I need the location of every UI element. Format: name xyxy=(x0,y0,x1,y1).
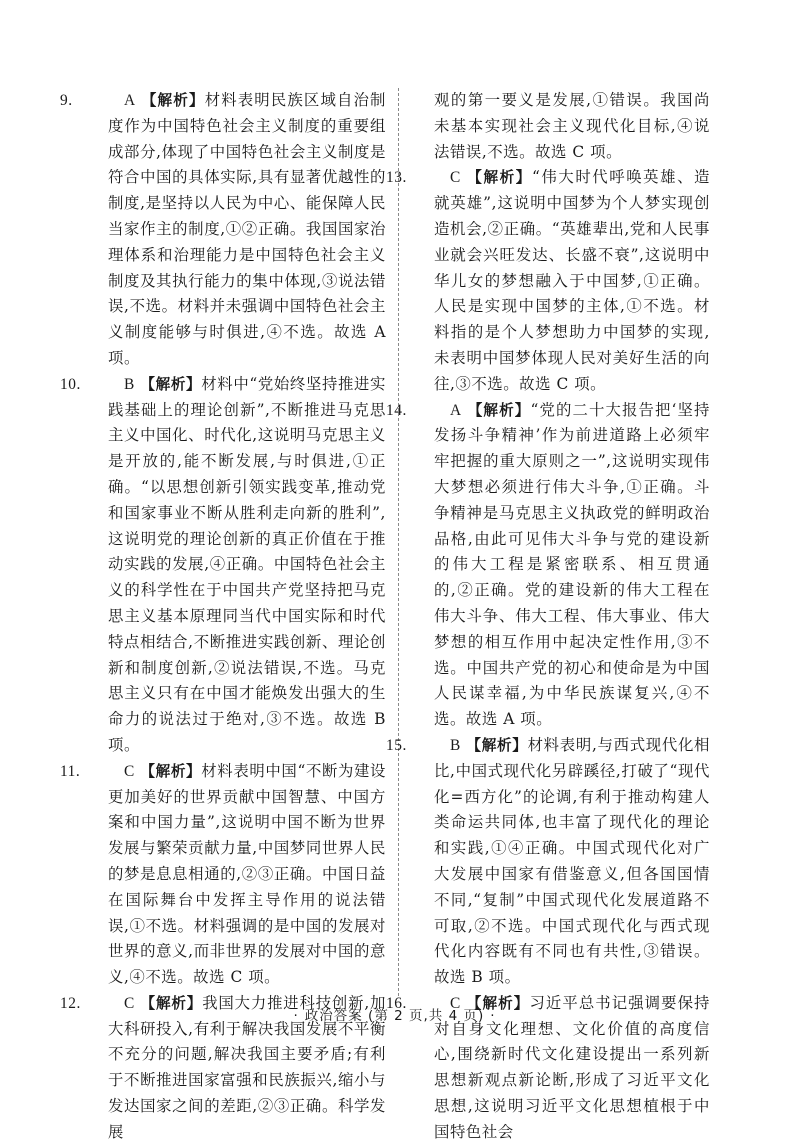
page-footer xyxy=(0,1004,789,1024)
question-answer: C xyxy=(450,994,461,1012)
question-10 xyxy=(60,372,386,759)
question-number: 12. xyxy=(60,994,81,1012)
analysis-tag: 【解析】 xyxy=(140,375,202,393)
question-13 xyxy=(386,165,711,397)
question-number: 9. xyxy=(60,92,73,109)
analysis-tag: 【解析】 xyxy=(140,994,203,1012)
question-answer: B xyxy=(450,736,461,754)
question-15 xyxy=(386,733,710,991)
question-explanation: 材料表明中国“不断为建设更加美好的世界贡献中国智慧、中国方案和中国力量”,这说明中国不断为世界发展与繁荣贡献力量,中国梦同世界人民的梦是息息相通的,②③正确。中国日益在国际舞台中发挥主导作用的说法错误,①不选。材料强调的是中国的发展对世界的意义,而非世界的发展对中国的意义,④不选。故选 C 项。 xyxy=(108,761,386,987)
question-number: 16. xyxy=(386,994,407,1012)
question-explanation: 材料表明民族区域自治制度作为中国特色社会主义制度的重要组成部分,体现了中国特色社会主义制度是符合中国的具体实际,具有显著优越性的制度,是坚持以人民为中心、能保障人民当家作主的制度,①②正确。我国国家治理体系和治理能力是中国特色社会主义制度及其执行能力的集中体现,③说法错误,不选。材料并未强调中国特色社会主义制度能够与时俱进,④不选。故选 A 项。 xyxy=(108,91,386,367)
analysis-tag: 【解析】 xyxy=(466,736,528,754)
analysis-tag: 【解析】 xyxy=(467,169,532,187)
question-11 xyxy=(60,759,386,991)
question-explanation: 习近平总书记强调要保持对自身文化理想、文化价值的高度信心,围绕新时代文化建设提出一系列新思想新观点新论断,形成了习近平文化思想,这说明习近平文化思想植根于中国特色社会 xyxy=(434,993,710,1141)
question-number: 13. xyxy=(386,169,407,187)
analysis-tag: 【解析】 xyxy=(141,92,205,109)
question-number: 10. xyxy=(60,375,81,393)
footer-page-label: 政治答案 (第 2 页,共 4 页) xyxy=(304,1008,485,1024)
question-explanation: 我国大力推进科技创新,加大科研投入,有利于解决我国发展不平衡不充分的问题,解决我国主要矛盾;有利于不断推进国家富强和民族振兴,缩小与发达国家之间的差距,②③正确。科学发展 xyxy=(108,993,386,1141)
question-explanation: 材料中“党始终坚持推进实践基础上的理论创新”,不断推进马克思主义中国化、时代化,这说明马克思主义是开放的,能不断发展,与时俱进,①正确。“以思想创新引领实践变革,推动党和国家事业不断从胜利走向新的胜利”,这说明党的理论创新的真正价值在于推动实践的发展,④正确。中国特色社会主义的科学性在于中国共产党坚持把马克思主义基本原理同当代中国实际和时代特点相结合,不断推进实践创新、理论创新和制度创新,②说法错误,不选。马克思主义只有在中国才能焕发出强大的生命力的说法过于绝对,③不选。故选 B 项。 xyxy=(108,374,386,754)
question-explanation: “伟大时代呼唤英雄、造就英雄”,这说明中国梦为个人梦实现创造机会,②正确。“英雄辈出,党和人民事业就会兴旺发达、长盛不衰”,这说明中华儿女的梦想融入于中国梦,①正确。人民是实现中国梦的主体,①不选。材料指的是个人梦想助力中国梦的实现,未表明中国梦体现人民对美好生活的向往,③不选。故选 C 项。 xyxy=(434,168,711,393)
left-column xyxy=(60,88,386,1146)
question-answer: C xyxy=(450,169,461,187)
question-explanation: 材料表明,与西式现代化相比,中国式现代化另辟蹊径,打破了“现代化=西方化”的论调,有利于推动构建人类命运共同体,也丰富了现代化的理论和实践,①④正确。中国式现代化对广大发展中国家有借鉴意义,但各国国情不同,“复制”中国式现代化发展道路不可取,②不选。中国式现代化与西式现代化内容既有不同也有共性,③错误。故选 B 项。 xyxy=(434,735,710,987)
question-9 xyxy=(60,88,386,372)
question-12-continuation: 观的第一要义是发展,①错误。我国尚未基本实现社会主义现代化目标,④说法错误,不选。故选 C 项。 xyxy=(434,91,710,161)
question-answer: A xyxy=(124,92,136,109)
question-number: 14. xyxy=(386,401,407,419)
analysis-tag: 【解析】 xyxy=(466,994,530,1012)
question-answer: C xyxy=(124,994,135,1012)
footer-dot-left: · xyxy=(293,1008,299,1024)
question-answer: A xyxy=(450,401,462,419)
analysis-tag: 【解析】 xyxy=(467,401,531,419)
question-14 xyxy=(386,398,710,733)
question-explanation: “党的二十大报告把‘坚持发扬斗争精神’作为前进道路上必须牢牢把握的重大原则之一”,这说明实现伟大梦想必须进行伟大斗争,①正确。斗争精神是马克思主义执政党的鲜明政治品格,由此可见伟大斗争与党的建设新的伟大工程是紧密联系、相互贯通的,②正确。党的建设新的伟大工程在伟大斗争、伟大工程、伟大事业、伟大梦想的相互作用中起决定性作用,③不选。中国共产党的初心和使命是为中国人民谋幸福,为中华民族谋复兴,④不选。故选 A 项。 xyxy=(434,400,710,729)
question-answer: C xyxy=(124,762,135,780)
question-answer: B xyxy=(124,375,135,393)
question-number: 11. xyxy=(60,762,81,780)
column-divider xyxy=(398,88,400,996)
analysis-tag: 【解析】 xyxy=(140,762,202,780)
question-number: 15. xyxy=(386,736,407,754)
footer-dot-right: · xyxy=(490,1008,496,1024)
